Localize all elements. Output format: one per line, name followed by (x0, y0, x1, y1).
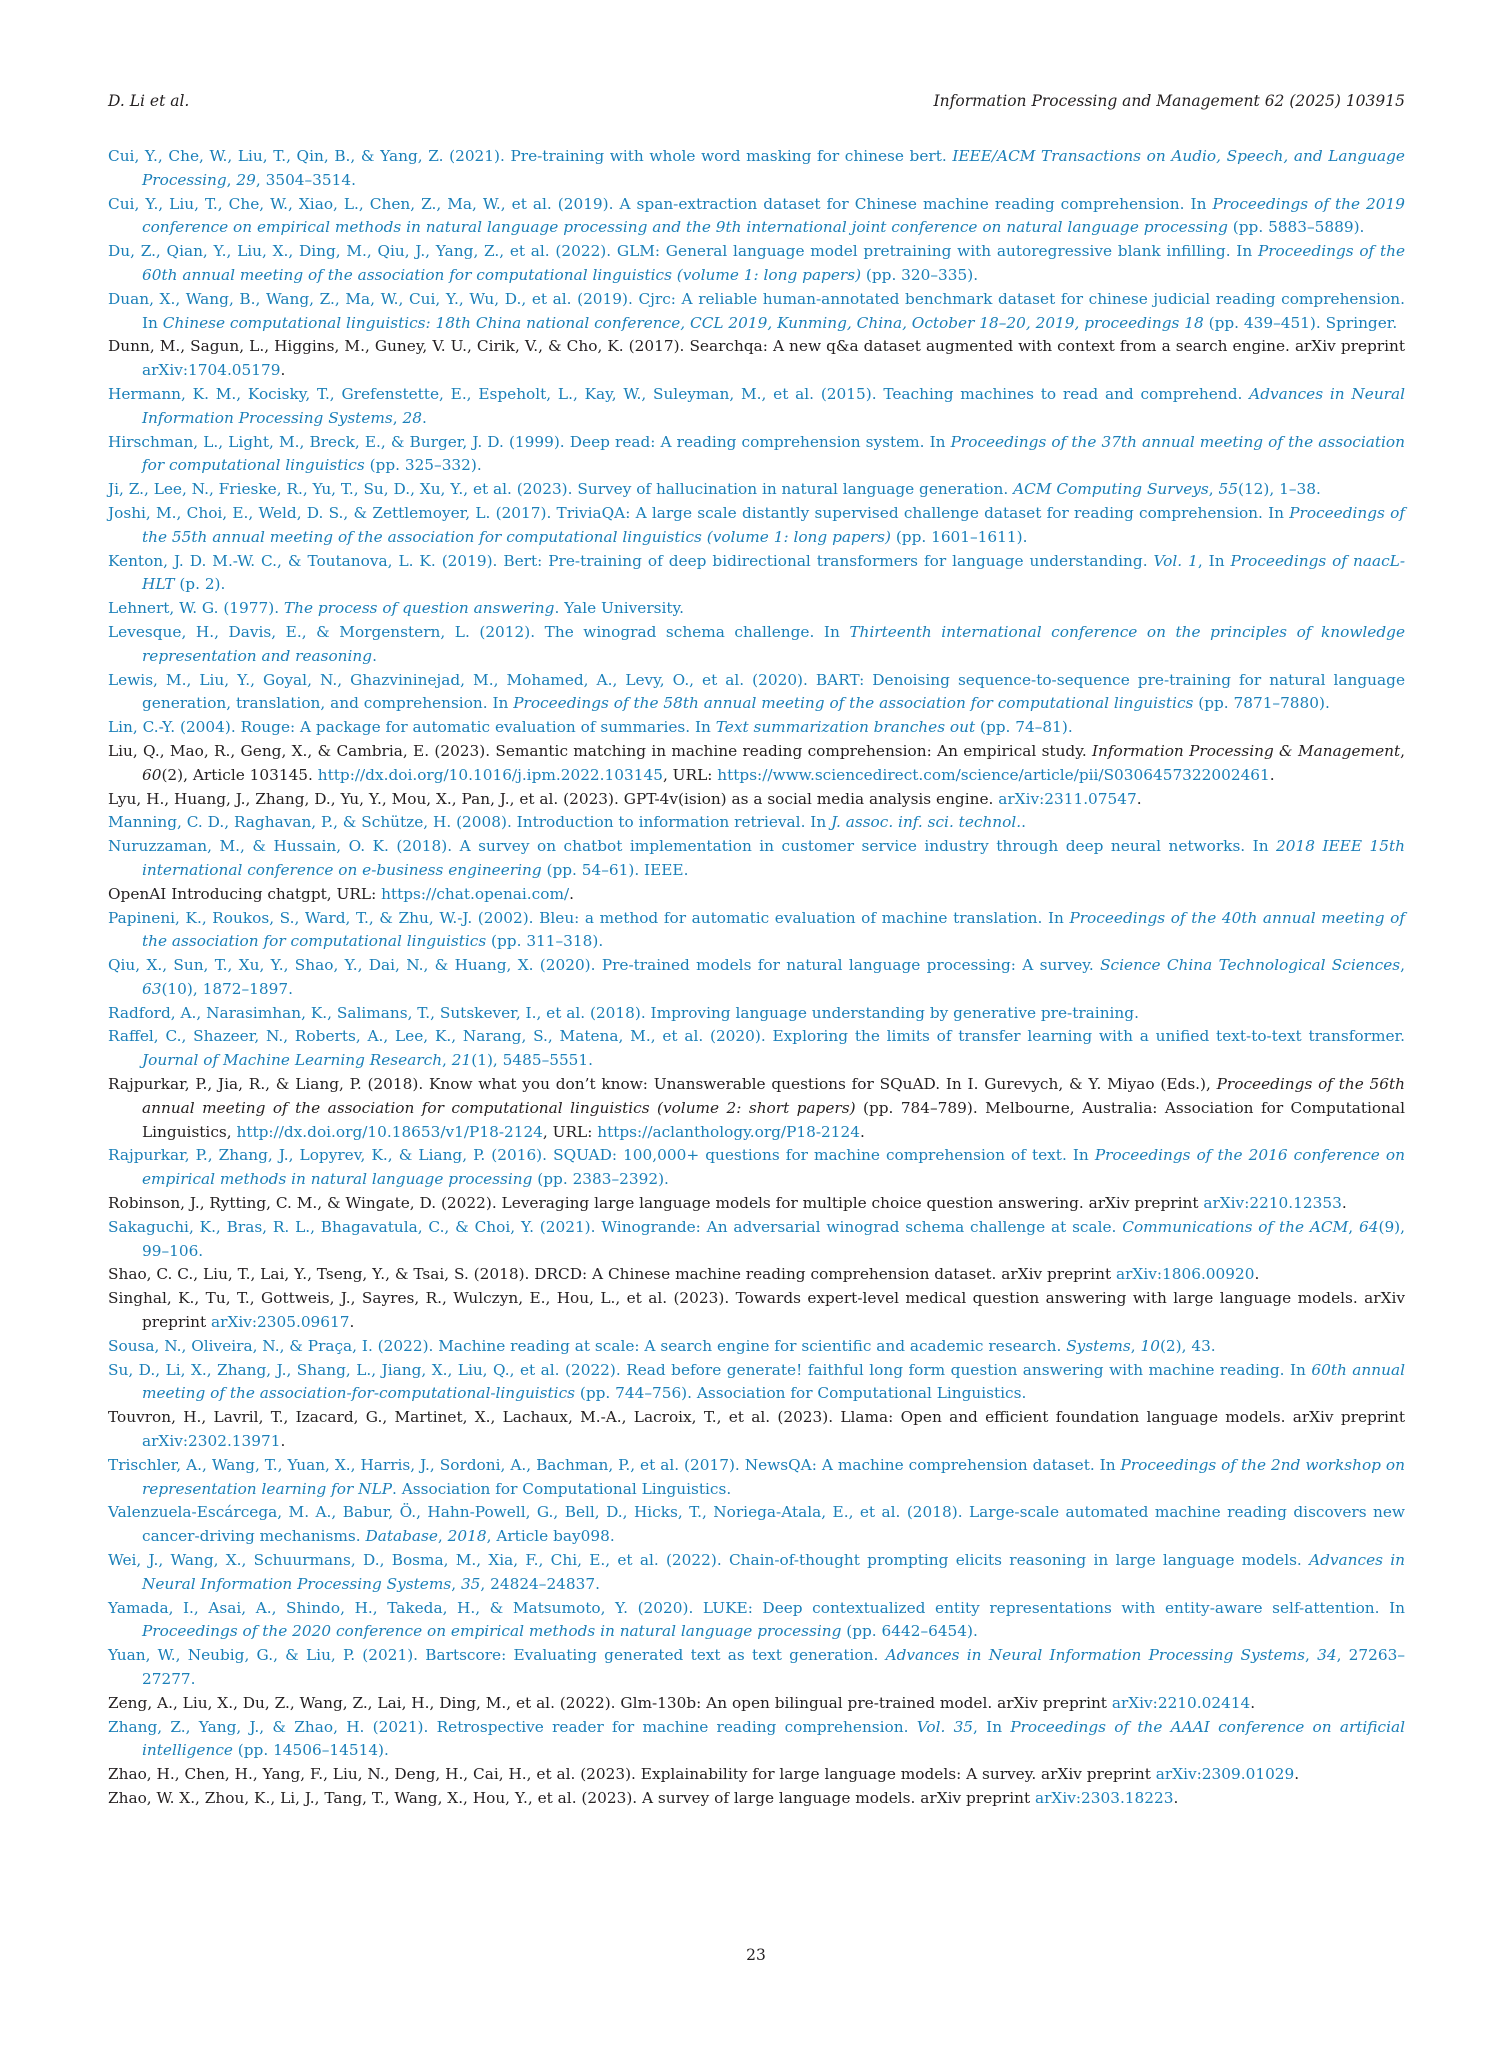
reference-text: Dunn, M., Sagun, L., Higgins, M., Guney, V. U., Cirik, V., & Cho, K. (2017). Searchqa: A new q&a dataset augmented with context from a search engine. arXiv preprint (108, 337, 1405, 356)
reference-italic-text: Proceedings of the 37th annual meeting of the association for computational linguistics (142, 432, 1405, 475)
reference-text: , URL: (662, 765, 718, 784)
reference-entry (108, 1073, 1405, 1144)
reference-link[interactable]: https://www.sciencedirect.com/science/article/pii/S0306457322002461 (717, 765, 1270, 784)
reference-link[interactable]: arXiv:2210.12353 (1203, 1194, 1342, 1213)
reference-text: Lewis, M., Liu, Y., Goyal, N., Ghazvininejad, M., Mohamed, A., Levy, O., et al. (2020). BART: Denoising sequence-to-sequence pre-training for natural language generation, translation, and comprehension. In (108, 670, 1405, 713)
reference-text: Rajpurkar, P., Jia, R., & Liang, P. (2018). Know what you don’t know: Unanswerable questions for SQuAD. In I. Gurevych, & Y. Miyao (Eds.), (108, 1075, 1217, 1094)
reference-italic-text: 29 (236, 170, 256, 189)
reference-text: (pp. 311–318). (486, 932, 604, 951)
reference-entry[interactable] (108, 145, 1405, 193)
reference-italic-text: 60th annual meeting of the association-for-computational-linguistics (142, 1360, 1406, 1403)
reference-link[interactable]: arXiv:2302.13971 (142, 1432, 281, 1451)
reference-text: Hermann, K. M., Kocisky, T., Grefenstette, E., Espeholt, L., Kay, W., Suleyman, M., et al. (2015). Teaching machines to read and comprehend. (108, 384, 1250, 403)
reference-text: . (1294, 1765, 1300, 1784)
reference-entry (108, 883, 1405, 907)
reference-entry[interactable] (108, 1359, 1405, 1407)
reference-italic-text: Database (365, 1527, 438, 1546)
reference-entry[interactable] (108, 1549, 1405, 1597)
reference-text: , In (973, 1717, 1011, 1736)
reference-text: , Article bay098. (486, 1527, 615, 1546)
reference-text: (pp. 744–756). Association for Computational Linguistics. (575, 1384, 1027, 1403)
reference-italic-text: Thirteenth international conference on the principles of knowledge representation and reasoning (142, 622, 1405, 665)
reference-text: , (1400, 741, 1405, 760)
reference-entry[interactable] (108, 1644, 1405, 1692)
reference-text: (pp. 7871–7880). (1193, 694, 1330, 713)
reference-text: , (1130, 1336, 1141, 1355)
reference-italic-text: Advances in Neural Information Processing Systems (885, 1646, 1305, 1665)
reference-link[interactable]: http://dx.doi.org/10.1016/j.ipm.2022.103145 (317, 765, 663, 784)
reference-text: , (451, 1574, 461, 1593)
reference-italic-text: 28 (402, 408, 422, 427)
reference-text: (2), Article 103145. (161, 765, 318, 784)
reference-text: (pp. 439–451). Springer. (1203, 313, 1398, 332)
reference-italic-text: Proceedings of the 2020 conference on empirical methods in natural language processing (142, 1622, 842, 1641)
reference-entry[interactable] (108, 431, 1405, 479)
reference-entry[interactable] (108, 621, 1405, 669)
reference-text: . (1136, 789, 1142, 808)
reference-italic-text: Proceedings of the 56th annual meeting of the association for computational linguistics (volume 2: short papers) (142, 1075, 1405, 1117)
reference-text: OpenAI Introducing chatgpt, URL: (108, 884, 382, 903)
reference-text: . Association for Computational Linguistics. (392, 1479, 732, 1498)
reference-entry[interactable] (108, 597, 1405, 621)
reference-text: Raffel, C., Shazeer, N., Roberts, A., Lee, K., Narang, S., Matena, M., et al. (2020). Exploring the limits of transfer learning with a unified text-to-text transformer. (108, 1027, 1405, 1046)
reference-text: (pp. 1601–1611). (890, 527, 1028, 546)
reference-text: Du, Z., Qian, Y., Liu, X., Ding, M., Qiu, J., Yang, Z., et al. (2022). GLM: General language model pretraining with autoregressive blank infilling. In (108, 242, 1258, 261)
reference-text: Manning, C. D., Raghavan, P., & Schütze, H. (2008). Introduction to information retrieval. In (108, 813, 832, 832)
reference-text: Zhao, W. X., Zhou, K., Li, J., Tang, T., Wang, X., Hou, Y., et al. (2023). A survey of large language models. arXiv preprint (108, 1788, 1035, 1807)
reference-entry[interactable] (108, 478, 1405, 502)
reference-text: , (442, 1051, 452, 1070)
reference-entry[interactable] (108, 1501, 1405, 1549)
reference-text: Su, D., Li, X., Zhang, J., Shang, L., Jiang, X., Liu, Q., et al. (2022). Read before generate! faithful long form question answering with machine reading. In (108, 1360, 1312, 1379)
reference-text: Hirschman, L., Light, M., Breck, E., & Burger, J. D. (1999). Deep read: A reading comprehension system. In (108, 432, 951, 451)
reference-text: . (1173, 1788, 1179, 1807)
reference-text: , (392, 408, 403, 427)
reference-entry[interactable] (108, 550, 1405, 598)
reference-entry[interactable] (108, 811, 1405, 835)
reference-italic-text: Proceedings of the AAAI conference on artificial intelligence (142, 1717, 1405, 1760)
reference-italic-text: Journal of Machine Learning Research (142, 1051, 443, 1070)
reference-text: (pp. 320–335). (861, 265, 979, 284)
reference-text: Qiu, X., Sun, T., Xu, Y., Shao, Y., Dai, N., & Huang, X. (2020). Pre-trained models for natural language processing: A survey. (108, 956, 1101, 975)
reference-entry (108, 1763, 1405, 1787)
reference-text: , 27263–27277. (142, 1646, 1405, 1688)
reference-entry[interactable] (108, 835, 1405, 883)
reference-text: (pp. 784–789). Melbourne, Australia: Association for Computational Linguistics, (142, 1098, 1406, 1141)
reference-text: Ji, Z., Lee, N., Frieske, R., Yu, T., Su, D., Xu, Y., et al. (2023). Survey of hallucination in natural language generation. (108, 480, 1014, 499)
reference-text: (1), 5485–5551. (471, 1051, 594, 1070)
reference-entry (108, 1192, 1405, 1216)
reference-italic-text: 2018 IEEE 15th international conference on e-business engineering (142, 837, 1405, 879)
reference-entry[interactable] (108, 502, 1405, 550)
reference-text: . Yale University. (554, 599, 685, 618)
reference-entry[interactable] (108, 907, 1405, 955)
reference-text: Duan, X., Wang, B., Wang, Z., Ma, W., Cui, Y., Wu, D., et al. (2019). Cjrc: A reliable human-annotated benchmark dataset for chinese judicial reading comprehension. In (108, 289, 1405, 332)
reference-text: Robinson, J., Rytting, C. M., & Wingate, D. (2022). Leveraging large language models for multiple choice question answering. arXiv preprint (108, 1194, 1204, 1213)
reference-italic-text: IEEE/ACM Transactions on Audio, Speech, and Language Processing (142, 147, 1405, 189)
reference-text: . (372, 646, 377, 665)
reference-italic-text: 60 (142, 765, 162, 784)
reference-entry[interactable] (108, 1025, 1405, 1073)
reference-italic-text: The process of question answering (283, 599, 555, 618)
reference-text: Sakaguchi, K., Bras, R. L., Bhagavatula, C., & Choi, Y. (2021). Winogrande: An adversarial winograd schema challenge at scale. (108, 1217, 1123, 1236)
reference-text: Lehnert, W. G. (1977). (108, 599, 284, 618)
reference-italic-text: 64 (1359, 1217, 1379, 1236)
reference-text: , (1348, 1217, 1360, 1236)
reference-text: . (1021, 813, 1026, 832)
reference-italic-text: 10 (1140, 1336, 1160, 1355)
reference-italic-text: Proceedings of the 2019 conference on empirical methods in natural language processing and the 9th international joint conference on natural language processing (142, 194, 1405, 237)
reference-text: Joshi, M., Choi, E., Weld, D. S., & Zettlemoyer, L. (2017). TriviaQA: A large scale distantly supervised challenge dataset for reading comprehension. In (108, 503, 1290, 522)
reference-italic-text: J. assoc. inf. sci. technol. (831, 813, 1022, 832)
reference-italic-text: Proceedings of naacL-HLT (142, 551, 1406, 594)
reference-entry[interactable] (108, 288, 1405, 336)
reference-entry[interactable] (108, 1002, 1405, 1026)
reference-entry (108, 1287, 1405, 1335)
reference-text: , 24824–24837. (480, 1574, 600, 1593)
reference-text: (pp. 54–61). IEEE. (541, 860, 689, 879)
reference-entry[interactable] (108, 1335, 1405, 1359)
reference-text: (2), 43. (1159, 1336, 1216, 1355)
header-journal: Information Processing and Management 62 (2025) 103915 (933, 92, 1405, 110)
reference-link[interactable]: arXiv:2309.01029 (1155, 1765, 1295, 1784)
reference-link[interactable]: arXiv:2210.02414 (1111, 1693, 1251, 1712)
reference-text: (9), 99–106. (142, 1217, 1406, 1260)
reference-entry (108, 1406, 1405, 1454)
header-authors: D. Li et al. (108, 92, 190, 110)
reference-entry[interactable] (108, 716, 1405, 740)
reference-text: Cui, Y., Liu, T., Che, W., Xiao, L., Chen, Z., Ma, W., et al. (2019). A span-extraction dataset for Chinese machine reading comprehension. In (108, 194, 1213, 213)
reference-italic-text: Vol. 35 (916, 1717, 974, 1736)
reference-italic-text: Proceedings of the 58th annual meeting of the association for computational linguistics (513, 694, 1194, 713)
reference-italic-text: 35 (460, 1574, 481, 1593)
reference-text: . (859, 1122, 865, 1141)
reference-text: (pp. 14506–14514). (232, 1741, 389, 1760)
reference-text: . (1250, 1693, 1256, 1712)
running-header (108, 92, 1405, 114)
reference-list (108, 145, 1405, 1811)
reference-link[interactable]: arXiv:1806.00920 (1116, 1265, 1255, 1284)
reference-text: (10), 1872–1897. (161, 979, 293, 998)
reference-italic-text: Advances in Neural Information Processing Systems (142, 1551, 1405, 1593)
reference-text: Yuan, W., Neubig, G., & Liu, P. (2021). Bartscore: Evaluating generated text as text generation. (108, 1646, 886, 1665)
reference-text: . (280, 1432, 286, 1451)
reference-text: Wei, J., Wang, X., Schuurmans, D., Bosma, M., Xia, F., Chi, E., et al. (2022). Chain-of-thought prompting elicits reasoning in large language models. (108, 1551, 1310, 1570)
reference-italic-text: Proceedings of the 55th annual meeting of the association for computational linguistics (volume 1: long papers) (142, 503, 1405, 546)
reference-italic-text: 55 (1218, 480, 1238, 499)
reference-italic-text: Systems (1066, 1336, 1131, 1355)
reference-italic-text: Proceedings of the 2016 conference on empirical methods in natural language processing (142, 1146, 1405, 1189)
reference-text: (pp. 2383–2392). (532, 1170, 669, 1189)
reference-entry (108, 1692, 1405, 1716)
reference-text: (p. 2). (174, 575, 226, 594)
reference-text: Cui, Y., Che, W., Liu, T., Qin, B., & Yang, Z. (2021). Pre-training with whole word masking for chinese bert. (108, 147, 953, 165)
reference-italic-text: Chinese computational linguistics: 18th China national conference, CCL 2019, Kunming, China, October 18–20, 2019, proceedings 18 (162, 313, 1204, 332)
reference-text: (pp. 6442–6454). (841, 1622, 978, 1641)
reference-text: . (421, 408, 427, 427)
reference-text: Rajpurkar, P., Zhang, J., Lopyrev, K., & Liang, P. (2016). SQUAD: 100,000+ questions for machine comprehension of text. In (108, 1146, 1095, 1165)
reference-entry[interactable] (108, 240, 1405, 288)
reference-text: (pp. 325–332). (364, 456, 482, 475)
reference-text: Valenzuela-Escárcega, M. A., Babur, Ö., Hahn-Powell, G., Bell, D., Hicks, T., Noriega-Atala, E., et al. (2018). Large-scale automated machine reading discovers new cancer-driving mechanisms. (108, 1503, 1405, 1546)
reference-entry[interactable] (108, 1216, 1405, 1264)
reference-italic-text: Advances in Neural Information Processing Systems (142, 384, 1405, 427)
reference-italic-text: Proceedings of the 2nd workshop on representation learning for NLP (142, 1455, 1405, 1498)
reference-italic-text: Information Processing & Management (1091, 741, 1401, 760)
reference-entry[interactable] (108, 383, 1405, 431)
page-number: 23 (746, 1946, 766, 1964)
reference-entry[interactable] (108, 954, 1405, 1002)
reference-entry[interactable] (108, 1597, 1405, 1645)
reference-text: Yamada, I., Asai, A., Shindo, H., Takeda, H., & Matsumoto, Y. (2020). LUKE: Deep contextualized entity representations with entity-aware self-attention. In (108, 1598, 1405, 1617)
reference-text: Zeng, A., Liu, X., Du, Z., Wang, Z., Lai, H., Ding, M., et al. (2022). Glm-130b: An open bilingual pre-trained model. arXiv preprint (108, 1693, 1112, 1712)
reference-link[interactable]: arXiv:1704.05179 (142, 361, 281, 380)
reference-text: . (1269, 765, 1275, 784)
reference-text: (pp. 74–81). (975, 718, 1073, 737)
reference-link[interactable]: https://aclanthology.org/P18-2124 (597, 1122, 860, 1141)
reference-text: . (569, 884, 574, 903)
reference-text: , (226, 170, 237, 189)
reference-link[interactable]: http://dx.doi.org/10.18653/v1/P18-2124 (236, 1122, 543, 1141)
reference-italic-text: Text summarization branches out (715, 718, 976, 737)
reference-text: Shao, C. C., Liu, T., Lai, Y., Tseng, Y., & Tsai, S. (2018). DRCD: A Chinese machine reading comprehension dataset. arXiv preprint (108, 1265, 1116, 1284)
reference-link[interactable]: arXiv:2303.18223 (1035, 1788, 1174, 1807)
reference-entry (108, 335, 1405, 383)
reference-italic-text: ACM Computing Surveys (1013, 480, 1209, 499)
reference-link[interactable]: arXiv:2311.07547 (998, 789, 1137, 808)
reference-italic-text: Proceedings of the 40th annual meeting of the association for computational linguistics (142, 908, 1405, 951)
reference-text: , (1400, 956, 1405, 975)
reference-entry[interactable] (108, 1454, 1405, 1502)
reference-text: . (280, 361, 286, 380)
reference-italic-text: Vol. 1 (1153, 551, 1198, 570)
reference-text: Kenton, J. D. M.-W. C., & Toutanova, L. K. (2019). Bert: Pre-training of deep bidirectional transformers for language understanding. (108, 551, 1154, 570)
reference-text: . (1341, 1194, 1347, 1213)
reference-entry (108, 788, 1405, 812)
reference-text: Sousa, N., Oliveira, N., & Praça, I. (2022). Machine reading at scale: A search engine for scientific and academic research. (108, 1336, 1067, 1355)
reference-text: Zhao, H., Chen, H., Yang, F., Liu, N., Deng, H., Cai, H., et al. (2023). Explainability for large language models: A survey. arXiv preprint (108, 1765, 1156, 1784)
reference-italic-text: Proceedings of the 60th annual meeting of the association for computational linguistics (volume 1: long papers) (142, 242, 1405, 284)
reference-text: Liu, Q., Mao, R., Geng, X., & Cambria, E. (2023). Semantic matching in machine reading comprehension: An empirical study. (108, 741, 1092, 760)
reference-text: Touvron, H., Lavril, T., Izacard, G., Martinet, X., Lachaux, M.-A., Lacroix, T., et al. (2023). Llama: Open and efficient foundation language models. arXiv preprint (108, 1408, 1405, 1427)
reference-text: Lyu, H., Huang, J., Zhang, D., Yu, Y., Mou, X., Pan, J., et al. (2023). GPT-4v(ision) as a social media analysis engine. (108, 789, 999, 808)
reference-entry[interactable] (108, 669, 1405, 717)
reference-entry (108, 1263, 1405, 1287)
reference-entry (108, 1787, 1405, 1811)
reference-text: , In (1197, 551, 1231, 570)
reference-italic-text: Science China Technological Sciences (1100, 956, 1401, 975)
reference-text: Zhang, Z., Yang, J., & Zhao, H. (2021). Retrospective reader for machine reading comprehension. (108, 1717, 917, 1736)
reference-italic-text: 2018 (447, 1527, 487, 1546)
reference-italic-text: 63 (142, 979, 162, 998)
reference-text: Trischler, A., Wang, T., Yuan, X., Harris, J., Sordoni, A., Bachman, P., et al. (2017). NewsQA: A machine comprehension dataset. In (108, 1455, 1121, 1474)
reference-text: Lin, C.-Y. (2004). Rouge: A package for automatic evaluation of summaries. In (108, 718, 716, 737)
reference-text: , (437, 1527, 448, 1546)
reference-text: Nuruzzaman, M., & Hussain, O. K. (2018). A survey on chatbot implementation in customer service industry through deep neural networks. In (108, 837, 1277, 856)
reference-text: Levesque, H., Davis, E., & Morgenstern, L. (2012). The winograd schema challenge. In (108, 622, 850, 641)
reference-entry[interactable] (108, 1144, 1405, 1192)
reference-entry[interactable] (108, 1716, 1405, 1764)
reference-italic-text: Communications of the ACM (1122, 1217, 1349, 1236)
reference-text: , URL: (542, 1122, 598, 1141)
reference-text: , 3504–3514. (255, 170, 356, 189)
reference-link[interactable]: https://chat.openai.com/ (381, 884, 570, 903)
reference-link[interactable]: arXiv:2305.09617 (211, 1313, 350, 1332)
reference-text: Papineni, K., Roukos, S., Ward, T., & Zhu, W.-J. (2002). Bleu: a method for automatic evaluation of machine translation. In (108, 908, 1070, 927)
reference-text: Radford, A., Narasimhan, K., Salimans, T., Sutskever, I., et al. (2018). Improving language understanding by generative pre-training. (108, 1003, 1139, 1022)
reference-text: . (349, 1313, 355, 1332)
reference-text: Singhal, K., Tu, T., Gottweis, J., Sayres, R., Wulczyn, E., Hou, L., et al. (2023). Towards expert-level medical question answering with large language models. arXiv preprint (108, 1289, 1405, 1332)
reference-text: , (1208, 480, 1219, 499)
reference-text: . (1254, 1265, 1260, 1284)
reference-entry[interactable] (108, 193, 1405, 241)
reference-text: , (1305, 1646, 1318, 1665)
reference-italic-text: 21 (451, 1051, 472, 1070)
reference-text: (pp. 5883–5889). (1227, 218, 1365, 237)
reference-entry (108, 740, 1405, 788)
reference-text: (12), 1–38. (1237, 480, 1321, 499)
reference-italic-text: 34 (1317, 1646, 1337, 1665)
